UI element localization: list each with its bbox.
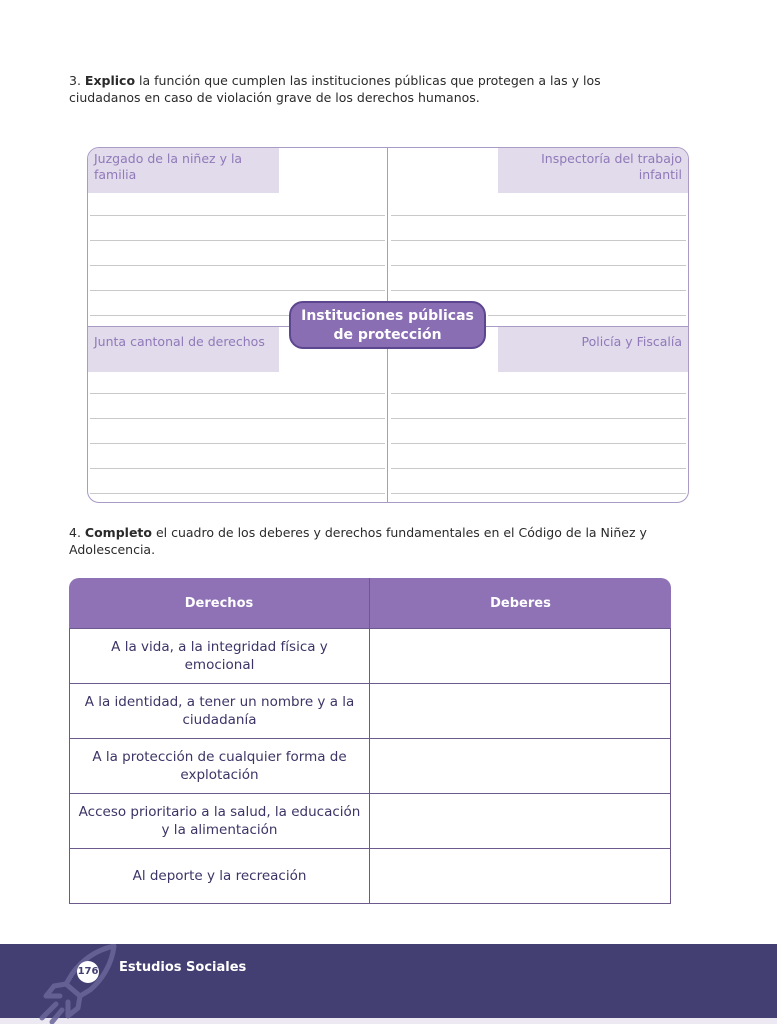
header-deberes: Deberes [370, 578, 671, 629]
question-4 [69, 524, 669, 558]
derecho-cell: A la protección de cualquier forma de explotación [69, 739, 370, 794]
deber-cell[interactable] [370, 684, 671, 739]
label-juzgado: Juzgado de la niñez y la familia [88, 148, 279, 193]
subject-title: Estudios Sociales [119, 960, 247, 975]
header-derechos: Derechos [69, 578, 370, 629]
label-policia-fiscalia: Policía y Fiscalía [498, 327, 688, 372]
answer-line[interactable] [90, 265, 385, 266]
question-3-number: 3. [69, 73, 81, 88]
center-node [289, 301, 486, 349]
answer-line[interactable] [90, 290, 385, 291]
table-row [69, 684, 671, 739]
derecho-cell: A la identidad, a tener un nombre y a la ciudadanía [69, 684, 370, 739]
table-row [69, 794, 671, 849]
deber-cell[interactable] [370, 794, 671, 849]
deber-cell[interactable] [370, 849, 671, 904]
center-title-line2: de protección [333, 327, 442, 343]
answer-line[interactable] [90, 215, 385, 216]
answer-line[interactable] [391, 443, 686, 444]
derecho-cell: A la vida, a la integridad física y emocional [69, 629, 370, 684]
table-row [69, 629, 671, 684]
question-3-text: la función que cumplen las instituciones públicas que protegen a las y los ciudadanos en caso de violación grave de los derechos humanos. [69, 73, 601, 105]
answer-line[interactable] [488, 315, 686, 316]
answer-line[interactable] [391, 393, 686, 394]
rights-duties-table [69, 578, 671, 904]
answer-line[interactable] [90, 468, 385, 469]
table-row [69, 739, 671, 794]
answer-line[interactable] [90, 393, 385, 394]
question-3-keyword: Explico [84, 73, 136, 88]
question-4-number: 4. [69, 525, 81, 540]
answer-line[interactable] [90, 493, 385, 494]
page-number: 176 [77, 961, 99, 983]
question-3 [69, 72, 629, 106]
answer-line[interactable] [391, 468, 686, 469]
table-row [69, 849, 671, 904]
answer-line[interactable] [90, 315, 290, 316]
answer-line[interactable] [391, 418, 686, 419]
answer-line[interactable] [391, 240, 686, 241]
answer-line[interactable] [391, 215, 686, 216]
deber-cell[interactable] [370, 629, 671, 684]
answer-line[interactable] [391, 493, 686, 494]
answer-line[interactable] [90, 240, 385, 241]
answer-line[interactable] [90, 418, 385, 419]
answer-line[interactable] [90, 443, 385, 444]
deber-cell[interactable] [370, 739, 671, 794]
label-inspectoria: Inspectoría del trabajo infantil [498, 148, 688, 193]
center-title-line1: Instituciones públicas [301, 308, 474, 324]
question-4-keyword: Completo [84, 525, 152, 540]
label-junta-cantonal: Junta cantonal de derechos [88, 327, 279, 372]
derecho-cell: Al deporte y la recreación [69, 849, 370, 904]
question-4-text: el cuadro de los deberes y derechos fundamentales en el Código de la Niñez y Adolescencia. [69, 525, 647, 557]
answer-line[interactable] [391, 290, 686, 291]
rocket-icon [36, 944, 122, 1024]
answer-line[interactable] [391, 265, 686, 266]
derecho-cell: Acceso prioritario a la salud, la educación y la alimentación [69, 794, 370, 849]
